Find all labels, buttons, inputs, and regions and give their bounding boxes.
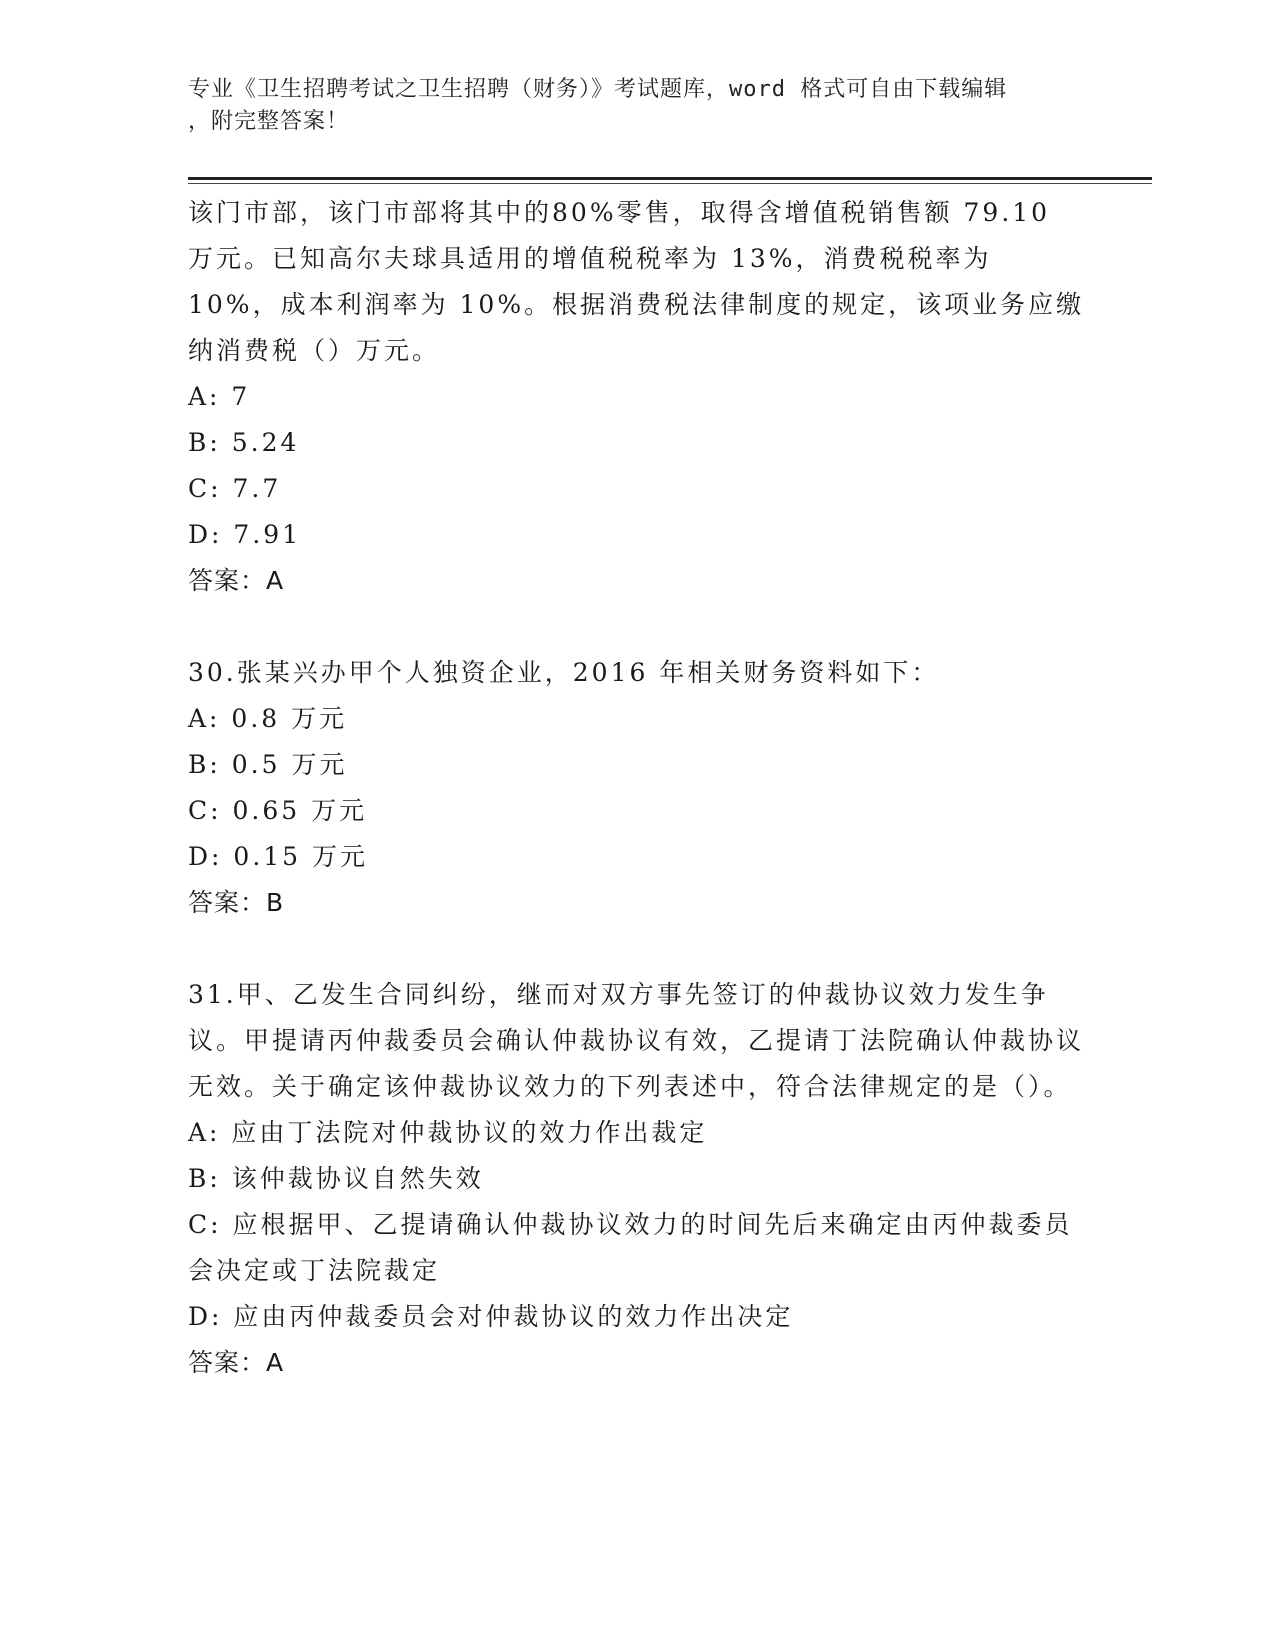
option-b: B: 0.5 万元 [188,750,348,779]
question-30 [188,650,1088,926]
document-body [188,190,1088,1386]
spacer [188,926,1088,972]
option-c: C: 7.7 [188,474,282,503]
question-stem: 31.甲、乙发生合同纠纷，继而对双方事先签订的仲裁协议效力发生争议。甲提请丙仲裁委员会确认仲裁协议有效，乙提请丁法院确认仲裁协议无效。关于确定该仲裁协议效力的下列表述中，符合法律规定的是（）。 [188,980,1085,1101]
option-c: C: 0.65 万元 [188,796,368,825]
spacer [188,604,1088,650]
header-rule-thin [188,183,1152,184]
document-header [188,74,1088,138]
option-b: B: 5.24 [188,428,300,457]
question-29 [188,190,1088,604]
option-b: B: 该仲裁协议自然失效 [188,1164,484,1193]
header-line-2: ，附完整答案！ [188,109,350,134]
option-a: A: 应由丁法院对仲裁协议的效力作出裁定 [188,1118,708,1147]
answer: 答案：A [188,566,285,595]
option-a: A: 0.8 万元 [188,704,348,733]
question-stem: 30.张某兴办甲个人独资企业，2016 年相关财务资料如下： [188,658,940,687]
answer: 答案：B [188,888,285,917]
question-stem: 该门市部，该门市部将其中的80%零售，取得含增值税销售额 79.10 万元。已知高尔夫球具适用的增值税税率为 13%，消费税税率为 10%，成本利润率为 10%。根据消费税法律制度的规定，该项业务应缴纳消费税（）万元。 [188,198,1085,365]
header-line-1: 专业《卫生招聘考试之卫生招聘（财务）》考试题库，word 格式可自由下载编辑 [188,77,1008,102]
option-d: D: 7.91 [188,520,302,549]
option-a: A: 7 [188,382,251,411]
question-31 [188,972,1088,1386]
answer: 答案：A [188,1348,285,1377]
option-d: D: 0.15 万元 [188,842,369,871]
header-rule-thick [188,177,1152,180]
option-d: D: 应由丙仲裁委员会对仲裁协议的效力作出决定 [188,1302,794,1331]
option-c: C: 应根据甲、乙提请确认仲裁协议效力的时间先后来确定由丙仲裁委员会决定或丁法院裁定 [188,1210,1073,1285]
